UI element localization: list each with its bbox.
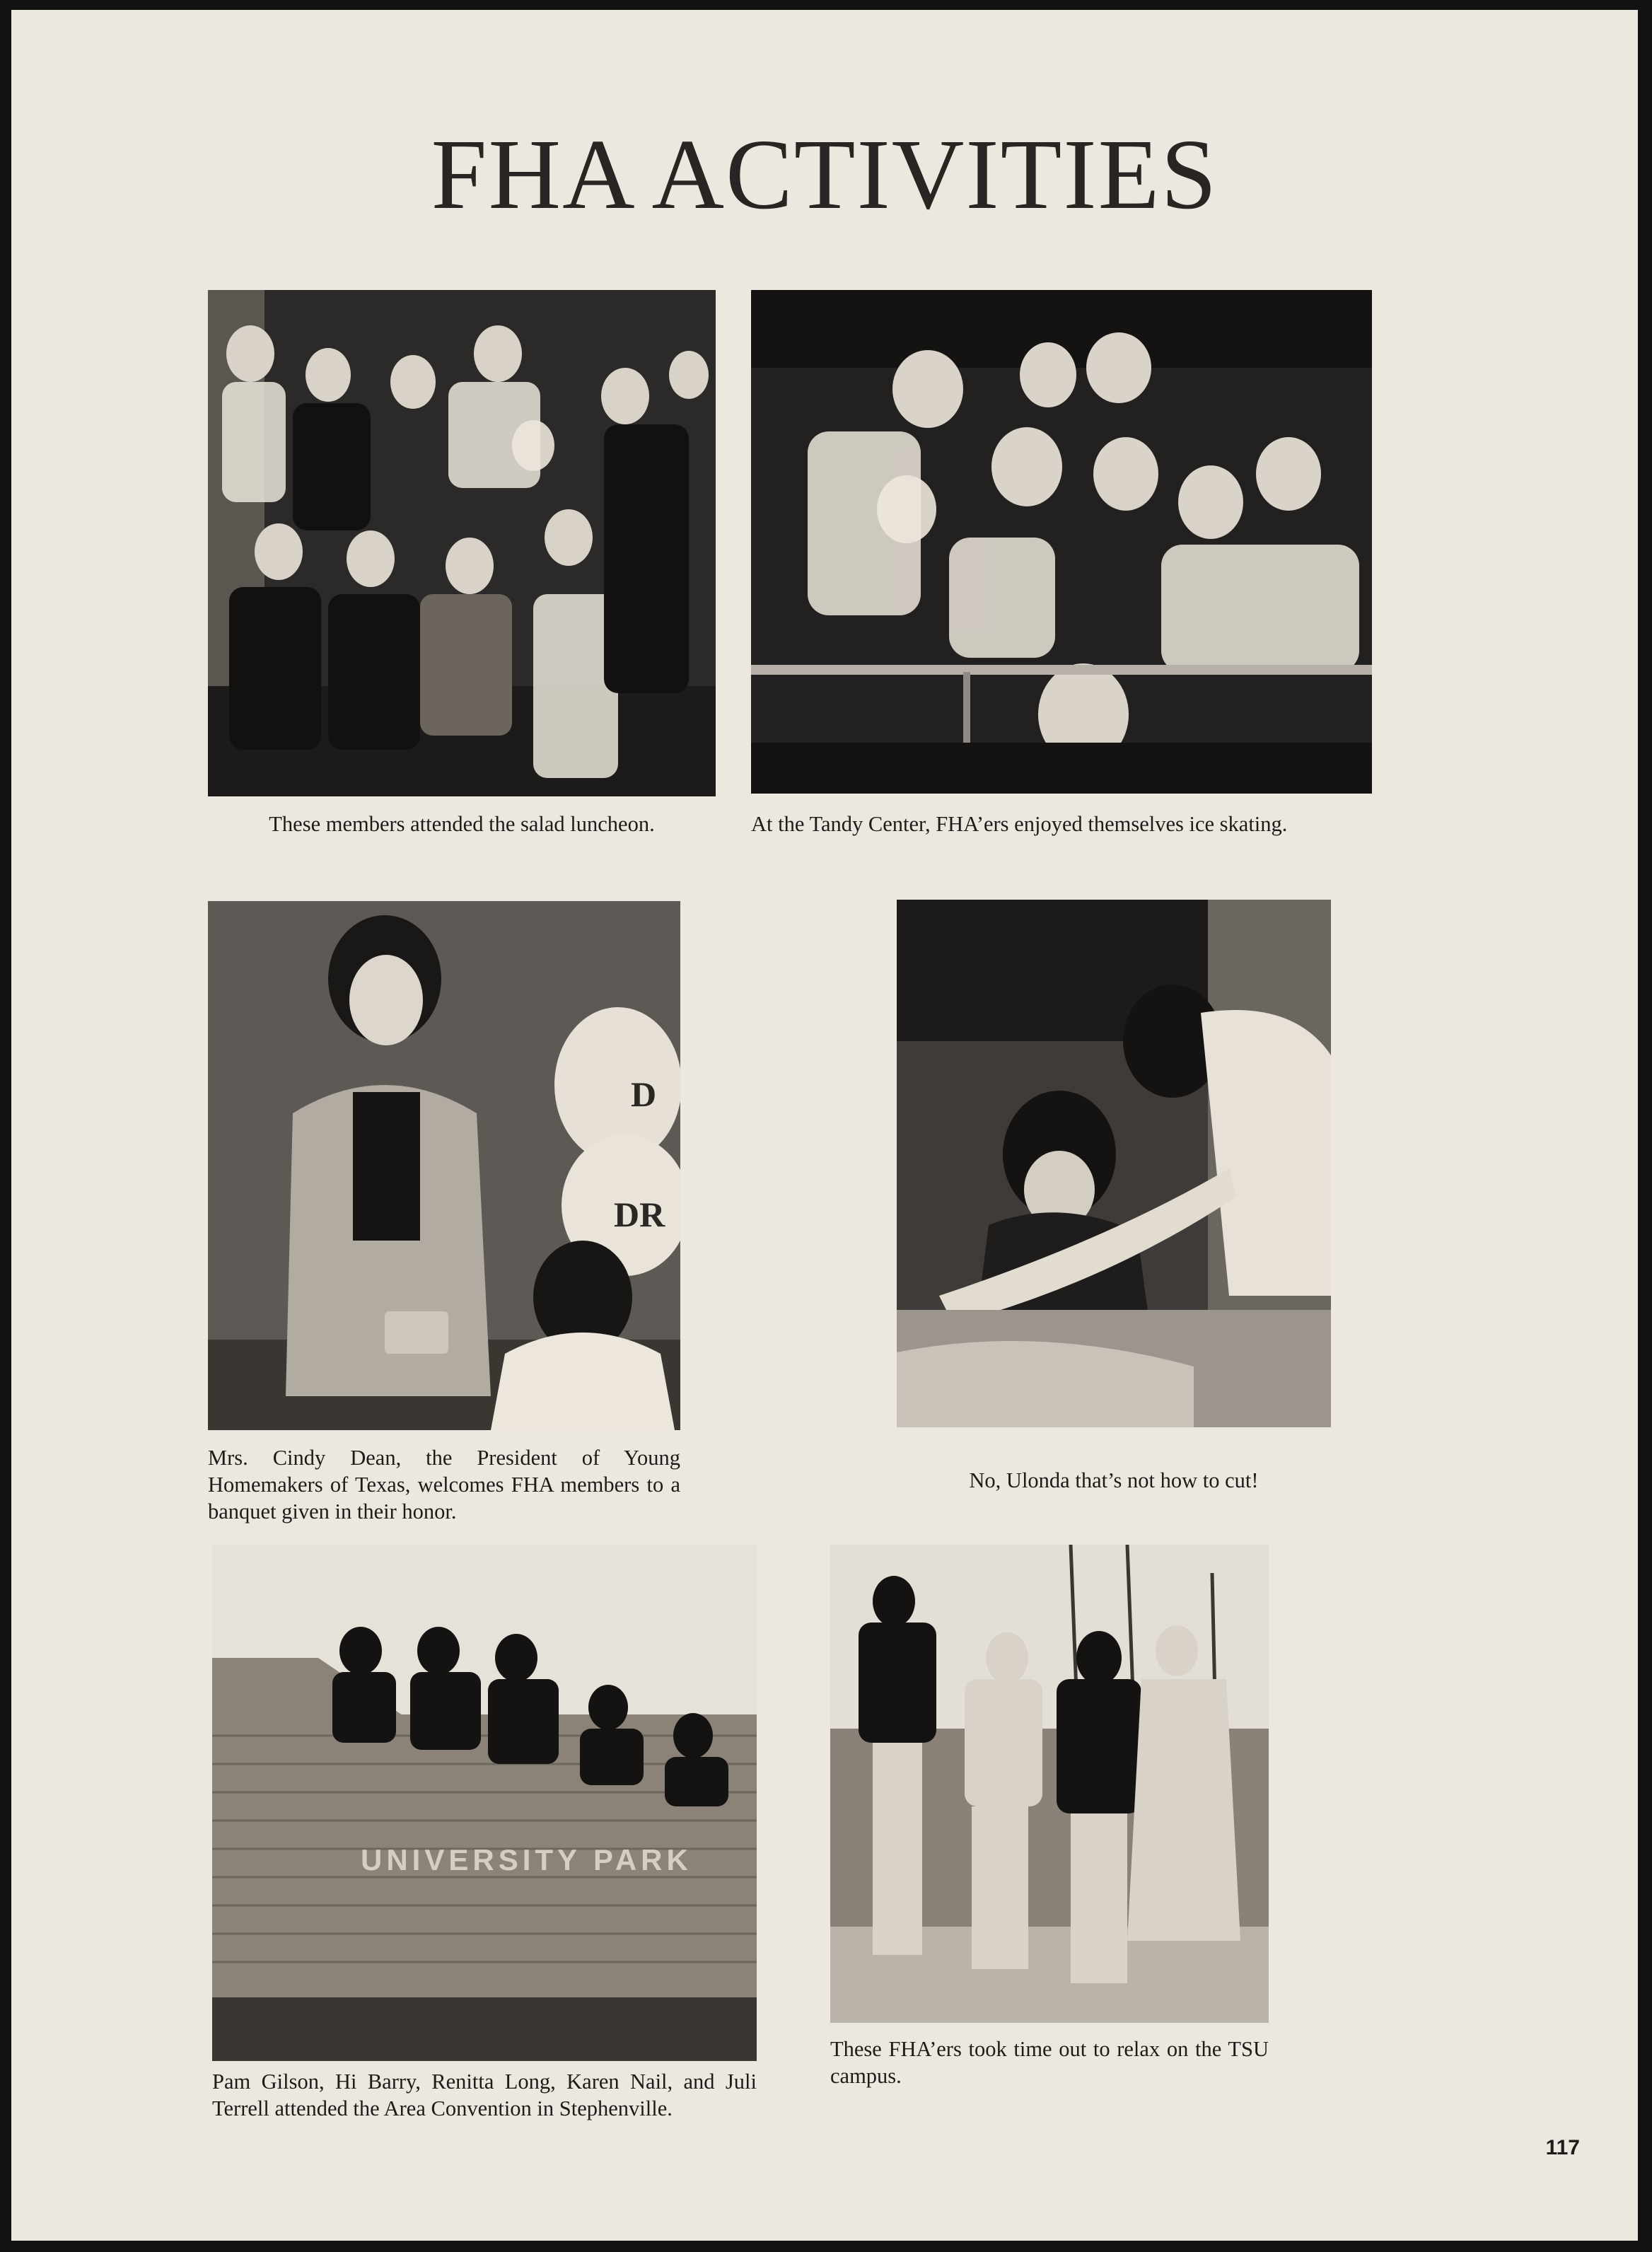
caption-tsu-campus: These FHA’ers took time out to relax on the TSU campus. — [830, 2037, 1269, 2088]
photo-university-park — [212, 1545, 757, 2061]
photo-cindy-dean — [208, 901, 680, 1430]
caption-cindy-dean: Mrs. Cindy Dean, the President of Young Homemakers of Texas, welcomes FHA members to a banquet given in their honor. — [208, 1446, 680, 1523]
page-title: FHA ACTIVITIES — [431, 118, 1218, 230]
photo-cutting-lesson — [897, 900, 1331, 1427]
caption-university-park: Pam Gilson, Hi Barry, Renitta Long, Karen Nail, and Juli Terrell attended the Area Convention in Stephenville. — [212, 2070, 757, 2120]
balloon-letter-d: D — [631, 1074, 657, 1114]
balloon-letters-dr: DR — [614, 1195, 665, 1234]
sign-text: UNIVERSITY PARK — [361, 1843, 692, 1876]
photo-ice-skating — [751, 290, 1372, 794]
yearbook-page — [11, 10, 1638, 2241]
photo-salad-luncheon — [208, 290, 716, 796]
page-number: 117 — [1545, 2136, 1580, 2159]
caption-ice-skating: At the Tandy Center, FHA’ers enjoyed themselves ice skating. — [751, 812, 1288, 836]
photo-tsu-campus — [830, 1545, 1269, 2023]
caption-cutting-lesson: No, Ulonda that’s not how to cut! — [969, 1468, 1259, 1492]
caption-salad-luncheon: These members attended the salad luncheon. — [269, 812, 655, 836]
